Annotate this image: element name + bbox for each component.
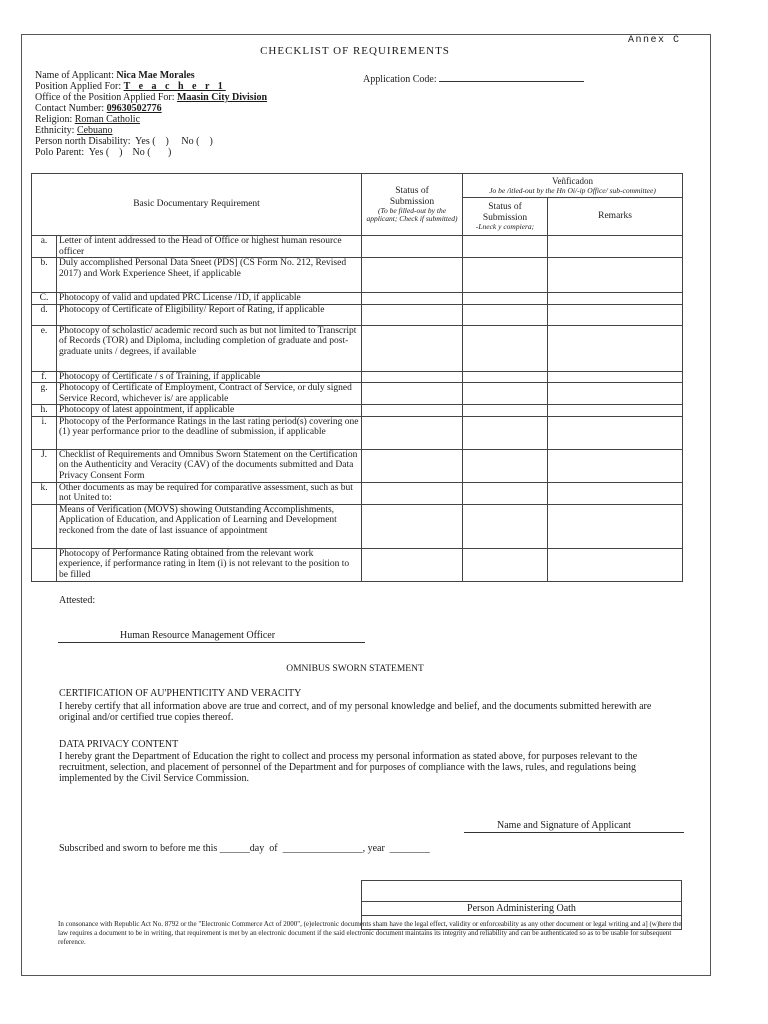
contact-value: 09630502776 [106,103,162,114]
sworn-title: OMNIBUS SWORN STATEMENT [286,664,424,674]
row-verification-status-cell[interactable] [463,449,548,482]
row-requirement: Other documents as may be required for comparative assessment, such as but not United to: [57,482,362,504]
row-status-cell[interactable] [362,325,463,371]
polo-parent-line: Polo Parent: Yes ( ) No ( ) [35,147,172,158]
cert-heading: CERTIFICATION OF AU'PHENTICITY AND VERACITY [59,688,302,699]
subscribed-line: Subscribed and sworn to before me this ______day of ________________, year ________ [59,843,430,854]
office-value: Maasin City Division [177,92,268,103]
row-requirement: Photocopy of scholastic/ academic record such as but not limited to Transcript of Records (TOR) and Diploma, including completion of graduate and post-graduate units / degrees, if available [57,325,362,371]
table-row [32,293,683,305]
attested-label: Attested: [59,595,96,606]
religion-value: Roman Catholic [74,114,141,125]
table-row [32,548,683,581]
row-status-cell[interactable] [362,258,463,293]
header-requirement: Basic Documentary Requirement [32,174,362,236]
table-row [32,383,683,405]
row-requirement: Checklist of Requirements and Omnibus Sworn Statement on the Certification on the Authenticity and Veracity (CAV) of the documents submitted and Data Privacy Consent Form [57,449,362,482]
header-status-2: Status of Submission -Lneck y compiera; [463,198,548,236]
table-row [32,449,683,482]
row-verification-status-cell[interactable] [463,304,548,325]
row-remarks-cell[interactable] [548,548,683,581]
applicant-info [35,70,267,158]
row-remarks-cell[interactable] [548,325,683,371]
table-row [32,405,683,417]
row-remarks-cell[interactable] [548,416,683,449]
application-code: Application Code: [363,72,584,85]
row-requirement: Photocopy of the Performance Ratings in the last rating period(s) covering one (1) year performance prior to the deadline of submission, if applicable [57,416,362,449]
cert-text: I hereby certify that all information above are true and correct, and of my personal knowledge and belief, and the documents submitted herewith are original and/or certified true copies thereof. [59,701,652,723]
row-requirement: Means of Verification (MOVS) showing Outstanding Accomplishments, Application of Education, and Application of Learning and Development reckoned from the date of last issuance of appointment [57,504,362,548]
contact-line: Contact Number: 09630502776 [35,103,162,114]
applicant-name: Nica Mae Morales [116,70,195,81]
row-requirement: Duly accomplished Personal Data Sneet (PDS] (CS Form No. 212, Revised 2017) and Work Experience Sheet, if applicable [57,258,362,293]
row-letter: g. [32,383,57,405]
row-verification-status-cell[interactable] [463,383,548,405]
table-row [32,371,683,383]
row-remarks-cell[interactable] [548,405,683,417]
disability-line: Person north Disability: Yes ( ) No ( ) [35,136,213,147]
row-letter: i. [32,416,57,449]
applicant-name-line: Name of Applicant: Nica Mae Morales [35,70,195,81]
annex-label: Annex C [628,35,681,46]
row-letter [32,548,57,581]
applicant-signature-line [464,832,684,833]
hrmo-signature-line [58,642,365,643]
row-verification-status-cell[interactable] [463,405,548,417]
header-verification: Veñfìcadon Jo be /itled-out by the Hn Oi/-ip Office/ sub-committee) [463,174,683,198]
row-verification-status-cell[interactable] [463,482,548,504]
row-letter: C. [32,293,57,305]
ethnicity-line: Ethnicity: Cebuano [35,125,113,136]
row-verification-status-cell[interactable] [463,325,548,371]
row-remarks-cell[interactable] [548,258,683,293]
row-letter: a. [32,236,57,258]
row-status-cell[interactable] [362,236,463,258]
row-remarks-cell[interactable] [548,236,683,258]
religion-line: Religion: Roman Catholic [35,114,141,125]
office-line: Office of the Position Applied For: Maasin City Division [35,92,268,103]
ethnicity-value: Cebuano [76,125,113,136]
row-status-cell[interactable] [362,449,463,482]
row-status-cell[interactable] [362,482,463,504]
table-row [32,482,683,504]
table-row [32,258,683,293]
privacy-heading: DATA PRIVACY CONTENT [59,739,179,750]
row-status-cell[interactable] [362,383,463,405]
row-letter: b. [32,258,57,293]
row-letter [32,504,57,548]
application-code-field[interactable] [439,72,584,82]
row-requirement: Photocopy of Certificate of Employment, Contract of Service, or duly signed Service Record, whichever is/ are applicable [57,383,362,405]
row-remarks-cell[interactable] [548,304,683,325]
row-status-cell[interactable] [362,304,463,325]
row-status-cell[interactable] [362,416,463,449]
table-row [32,325,683,371]
row-status-cell[interactable] [362,504,463,548]
row-status-cell[interactable] [362,405,463,417]
row-verification-status-cell[interactable] [463,293,548,305]
row-remarks-cell[interactable] [548,383,683,405]
row-requirement: Photocopy of Performance Rating obtained from the relevant work experience, if performance rating in Item (i) is not relevant to the position to be filled [57,548,362,581]
row-verification-status-cell[interactable] [463,504,548,548]
row-status-cell[interactable] [362,371,463,383]
row-requirement: Photocopy of Certificate / s of Training, if applicable [57,371,362,383]
row-letter: k. [32,482,57,504]
header-remarks: Remarks [548,198,683,236]
row-remarks-cell[interactable] [548,482,683,504]
row-status-cell[interactable] [362,548,463,581]
row-verification-status-cell[interactable] [463,548,548,581]
row-requirement: Photocopy of Certificate of Eligibility/ Report of Rating, if applicable [57,304,362,325]
row-verification-status-cell[interactable] [463,371,548,383]
table-row [32,236,683,258]
row-verification-status-cell[interactable] [463,258,548,293]
oath-label: Person Administering Oath [362,901,681,916]
row-letter: J. [32,449,57,482]
row-verification-status-cell[interactable] [463,416,548,449]
row-letter: d. [32,304,57,325]
row-status-cell[interactable] [362,293,463,305]
table-row [32,504,683,548]
requirements-table [31,173,683,582]
footer-note: In consonance with Republic Act No. 8792 or the "Electronic Commerce Act of 2000", (e)electronic documents sham have the legal effect, validity or enforceability as any other document or legal writing and a] (w)here the law requires a document to be in writing, that requirement is met by an electronic document if the said electronic document maintains its integrity and reliability and can be authenticated so as to be usable for subsequent reference. [58,920,682,946]
row-remarks-cell[interactable] [548,449,683,482]
row-requirement: Letter of intent addressed to the Head of Office or highest human resource officer [57,236,362,258]
position-line: Position Applied For: T e a c h e r 1 [35,81,226,92]
row-remarks-cell[interactable] [548,371,683,383]
row-remarks-cell[interactable] [548,504,683,548]
position-value: T e a c h e r 1 [123,81,226,92]
hrmo-label: Human Resource Management Officer [120,630,276,641]
row-letter: f. [32,371,57,383]
privacy-text: I hereby grant the Department of Education the right to collect and process my personal information as stated above, for purposes relevant to the recruitment, selection, and placement of personnel of the Department and for purposes of compliance with the laws, rules, and regulations being implemented by the Civil Service Commission. [59,751,638,784]
table-row [32,304,683,325]
applicant-signature-label: Name and Signature of Applicant [497,820,631,831]
row-remarks-cell[interactable] [548,293,683,305]
header-status: Status of Submission (To be filled-out by the applicant; Check if submitted) [362,174,463,236]
row-requirement: Photocopy of latest appointment, if applicable [57,405,362,417]
table-row [32,416,683,449]
row-letter: h. [32,405,57,417]
row-verification-status-cell[interactable] [463,236,548,258]
row-letter: e. [32,325,57,371]
row-requirement: Photocopy of valid and updated PRC License /1D, if applicable [57,293,362,305]
form-title: CHECKLIST OF REQUIREMENTS [260,45,450,57]
